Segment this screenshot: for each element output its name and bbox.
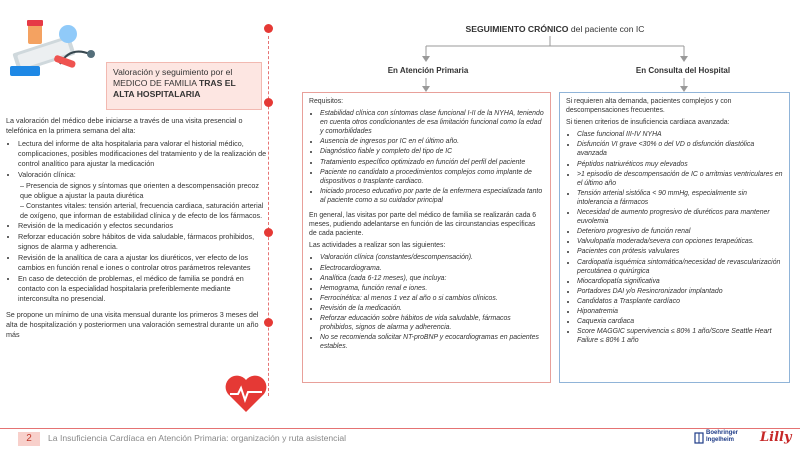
list-item: • Ausencia de ingresos por IC en el último año.: [320, 137, 544, 146]
list-item: • Revisión de la analítica de cara a ajustar los diuréticos, ver efecto de los cambios en función renal e iones o controlar otros parámetros relevantes: [18, 253, 268, 273]
left-bullet-list: [6, 139, 268, 180]
left-bullet-list-2: [6, 221, 268, 304]
list-item: • Portadores DAI y/o Resincronizador implantado: [577, 287, 783, 296]
list-item: • Candidatos a Trasplante cardíaco: [577, 297, 783, 306]
general-paragraph: En general, las visitas por parte del médico de familia se realizarán cada 6 meses, pudiendo adelantarse en función de las circunstancias específicas de cada paciente.: [309, 212, 537, 238]
hospital-paragraph-2: Si tienen criterios de insuficiencia cardiaca avanzada:: [566, 119, 730, 127]
list-item: • Tratamiento específico optimizado en función del perfil del paciente: [320, 158, 544, 167]
footer-title: La Insuficiencia Cardíaca en Atención Primaria: organización y ruta asistencial: [48, 433, 347, 443]
medical-illustration-icon: [8, 14, 98, 84]
list-item: • Miocardiopatía significativa: [577, 277, 783, 286]
timeline-divider: [268, 36, 269, 396]
list-item: • En caso de detección de problemas, el médico de familia se pondrá en contacto con la especialidad hospitalaria preferiblemente mediante interconsulta no presencial.: [18, 274, 268, 304]
list-item: • Necesidad de aumento progresivo de diuréticos para mantener euvolemia: [577, 208, 783, 226]
primaria-label: En Atención Primaria: [387, 66, 469, 75]
list-item: • Valoración clínica:: [18, 170, 268, 180]
list-item: • Electrocardiograma.: [320, 264, 544, 273]
boehringer-logo-icon: [694, 431, 704, 443]
title-line1: Valoración y seguimiento por el: [113, 67, 233, 77]
timeline-dot: [264, 228, 273, 237]
list-item: • Valoración clínica (constantes/descompensación).: [320, 253, 544, 262]
list-item: • Tensión arterial sistólica < 90 mmHg, especialmente sin intolerancia a fármacos: [577, 189, 783, 207]
list-item: • Caquexia cardiaca: [577, 317, 783, 326]
hospital-box: [559, 92, 790, 383]
list-item: • Clase funcional III-IV NYHA: [577, 130, 783, 139]
list-item: • Hiponatremia: [577, 307, 783, 316]
list-item: • Score MAGGIC supervivencia ≤ 80% 1 año/Score Seattle Heart Failure ≤ 80% 1 año: [577, 327, 783, 345]
list-item: • Analítica (cada 6-12 meses), que incluya:: [320, 274, 544, 283]
list-item: • Revisión de la medicación.: [320, 304, 544, 313]
hospital-paragraph-1: Si requieren alta demanda, pacientes complejos y con descompensaciones frecuentes.: [566, 98, 732, 115]
requisitos-label: Requisitos:: [309, 98, 344, 105]
timeline-dot: [264, 318, 273, 327]
sub-item: – Presencia de signos y síntomas que orienten a descompensación precoz que obligue a ajustar la pauta diurética: [20, 181, 259, 200]
list-item: • Reforzar educación sobre hábitos de vida saludable, fármacos prohibidos, signos de alarma y adherencia.: [320, 314, 544, 332]
list-item: • Valvulopatía moderada/severa con opciones terapeúticas.: [577, 237, 783, 246]
header-rest: del paciente con IC: [568, 24, 645, 34]
hospital-label: En Consulta del Hospital: [635, 66, 731, 75]
list-item: • Revisión de la medicación y efectos secundarios: [18, 221, 268, 231]
list-item: • Pacientes con prótesis valvulares: [577, 247, 783, 256]
list-item: • Hemograma, función renal e iones.: [320, 284, 544, 293]
chronic-followup-header: [420, 24, 690, 34]
actividades-label: Las actividades a realizar son las siguientes:: [309, 242, 446, 250]
list-item: • No se recomienda solicitar NT-proBNP y ecocardiogramas en pacientes estables.: [320, 333, 544, 351]
heart-monitor-icon: [222, 368, 270, 416]
title-line3-bold: ALTA HOSPITALARIA: [113, 89, 201, 99]
list-item: • Ferrocinética: al menos 1 vez al año o si cambios clínicos.: [320, 294, 544, 303]
actividades-list: [309, 253, 544, 351]
requisitos-list: [309, 109, 544, 205]
section-title-box: [106, 62, 262, 110]
timeline-dot: [264, 98, 273, 107]
logo1-line2: Ingelheim: [706, 437, 735, 443]
primaria-box: [302, 92, 551, 383]
list-item: • Estabilidad clínica con síntomas clase funcional I-II de la NYHA, teniendo en cuenta otros condicionantes de esa limitación funcional como la edad y comorbilidades: [320, 109, 544, 136]
list-item: • Péptidos natriuréticos muy elevados: [577, 160, 783, 169]
list-item: • Paciente no candidato a procedimientos complejos como implante de dispositivos o trasplante cardiaco.: [320, 168, 544, 186]
boehringer-logo: [706, 430, 738, 444]
intro-paragraph: La valoración del médico debe iniciarse a través de una visita presencial o telefónica en la primera semana del alta:: [6, 116, 243, 135]
list-item: • Lectura del informe de alta hospitalaria para valorar el historial médico, complicaciones, posibles modificaciones del tratamiento y de la realización de control analítico para ajustar la medicación: [18, 139, 268, 169]
title-line2: MEDICO DE FAMILIA: [113, 78, 199, 88]
lilly-logo: Lilly: [760, 430, 792, 445]
title-line2-bold: TRAS EL: [198, 78, 236, 88]
logo1-line1: Boehringer: [706, 430, 739, 436]
list-item: • Disfunción VI grave <30% o del VD o disfunción diastólica avanzada: [577, 140, 783, 158]
list-item: • Reforzar educación sobre hábitos de vida saludable, fármacos prohibidos, signos de alarma y adherencia.: [18, 232, 268, 252]
timeline-dot: [264, 24, 273, 33]
closing-paragraph: Se propone un mínimo de una visita mensual durante los primeros 3 meses del alta de hospitalización y posteriormen una valoración semestral durante un año más: [6, 310, 259, 339]
list-item: • >1 episodio de descompensación de IC o arritmias ventriculares en el último año: [577, 170, 783, 188]
list-item: • Cardiopatía isquémica sintomática/necesidad de revascularización percutánea o quirúrgica: [577, 258, 783, 276]
criterios-list: [566, 130, 783, 345]
sub-item: – Constantes vitales: tensión arterial, frecuencia cardiaca, saturación arterial de oxígeno, que informan de estabilidad clínica y de efecto de los fármacos.: [20, 201, 264, 220]
left-column-text: [6, 116, 268, 343]
list-item: • Diagnóstico fiable y completo del tipo de IC: [320, 147, 544, 156]
header-bold: SEGUIMIENTO CRÓNICO: [465, 24, 569, 34]
list-item: • Iniciado proceso educativo por parte de la enfermera especializada tanto al paciente como a su cuidador principal: [320, 187, 544, 205]
page-number: 2: [18, 432, 40, 446]
list-item: • Deterioro progresivo de función renal: [577, 227, 783, 236]
